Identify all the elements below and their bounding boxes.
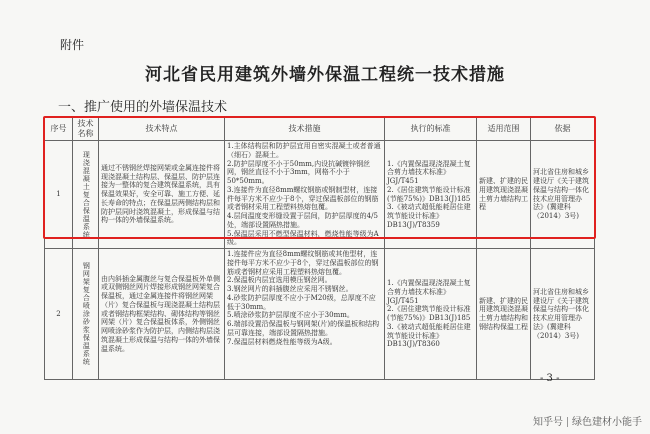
section-heading: 一、推广使用的外墙保温技术: [58, 100, 228, 115]
page-number: - 3 -: [540, 373, 560, 384]
header-measures: 技术措施: [225, 118, 385, 141]
cell-features: 通过不锈钢丝焊接网架或金属连接件将现浇混凝土结构层、保温层、防护层连接为一整体的复合建筑保温系统，具有保温效果好，安全可靠、施工方便、延长寿命的特点；在保温层两侧结构层和防护层同时浇筑混凝土，形成保温与结构一体的外墙保温系统。: [99, 141, 225, 249]
cell-features: 由内斜插金属腹丝与复合保温板外单侧或双侧钢丝网片焊接形成钢丝网架复合保温板，通过金属连接件将钢丝网架（片）复合保温板与现浇混凝土结构层或者钢结构框架结构、砌体结构等钢丝网架（片）复合保温板体系，外侧钢丝网喷涂砂浆作为防护层，内侧结构层浇筑混凝土形成保温与结构一体的外墙保温系统。: [99, 249, 225, 380]
header-no: 序号: [45, 118, 73, 141]
table-row: [45, 249, 595, 380]
header-basis: 依据: [531, 118, 595, 141]
cell-measures: 1.主体结构层和防护层宜用自密实混凝土或者普通（细石）混凝土。 2.防护层厚度不小于50mm,内设抗碱镀锌钢丝网，钢丝直径不小于3mm，网格不小于50*50mm。 3.连接件为直径8mm螺纹钢筋或钢制型材，连接件每平方米不应少于8个，穿过保温板部位的钢筋或者钢材采用工程塑料热熔包覆。 4.层间温度变形缝设置于层间，防护层厚度的4/5处，端部设置隔热措施。 5.保温层采用不燃型保温材料，燃烧性能等级为A级。: [225, 141, 385, 249]
cell-name: [73, 249, 99, 380]
header-standard: 执行的标准: [385, 118, 477, 141]
tech-name: 现浇混凝土复合保温系统: [82, 150, 91, 239]
source-watermark: [533, 413, 642, 428]
cell-standard: 1.《内置保温现浇混凝土复合剪力墙技术标准》JGJ/T451 2.《居住建筑节能设计标准(节能75%)》DB13(J)185 3.《被动式超低能耗居住建筑节能设计标准》DB13(J)/T8359: [385, 141, 477, 249]
cell-basis: 河北省住房和城乡建设厅《关于建筑保温与结构一体化技术应用管理办法》(冀建科（2014）3号): [531, 249, 595, 380]
header-name: 技术名称: [73, 118, 99, 141]
attachment-label: 附件: [60, 38, 85, 52]
watermark-divider: [567, 417, 568, 427]
watermark-site: 知乎号: [533, 417, 563, 428]
cell-no: 1: [45, 141, 73, 249]
watermark-author: 绿色建材小能手: [572, 417, 642, 428]
table-row: [45, 141, 595, 249]
cell-scope: 新建、扩建的民用建筑现浇混凝土剪力墙结构和钢结构保温工程: [477, 249, 531, 380]
cell-name: [73, 141, 99, 249]
cell-scope: 新建、扩建的民用建筑现浇混凝土剪力墙结构工程: [477, 141, 531, 249]
cell-no: 2: [45, 249, 73, 380]
header-features: 技术特点: [99, 118, 225, 141]
document-title: 河北省民用建筑外墙外保温工程统一技术措施: [145, 65, 505, 85]
table-header-row: [45, 118, 595, 141]
cell-basis: 河北省住房和城乡建设厅《关于建筑保温与结构一体化技术应用管理办法》(冀建科（2014）3号): [531, 141, 595, 249]
technology-table: [44, 117, 595, 380]
cell-standard: 1.《内置保温现浇混凝土复合剪力墙技术标准》JGJ/T451 2.《居住建筑节能设计标准(节能75%)》DB13(J)185 3.《被动式超低能耗居住建筑节能设计标准》DB13(J)/T8360: [385, 249, 477, 380]
header-scope: 适用范围: [477, 118, 531, 141]
cell-measures: 1.连接件应为直径8mm螺纹钢筋或其他型材，连接件每平方米不应少于8个，穿过保温板部位的钢筋或者钢材应采用工程塑料热熔包覆。 2.保温板内层宜选用模压钢丝网。 3.钢丝网片的斜插腹丝应采用不锈钢丝。 4.砂浆防护层厚度不应小于M20级，总厚度不应低于30mm。 5.喷涂砂浆防护层厚度不应小于30mm。 6.端部设置沿保温板与钢网架(片)的保温板和结构层可靠连接，端部设置隔热措施。 7.保温层材料燃烧性能等级为A级。: [225, 249, 385, 380]
tech-name: 钢网架复合喷涂砂浆保温系统: [82, 262, 91, 366]
